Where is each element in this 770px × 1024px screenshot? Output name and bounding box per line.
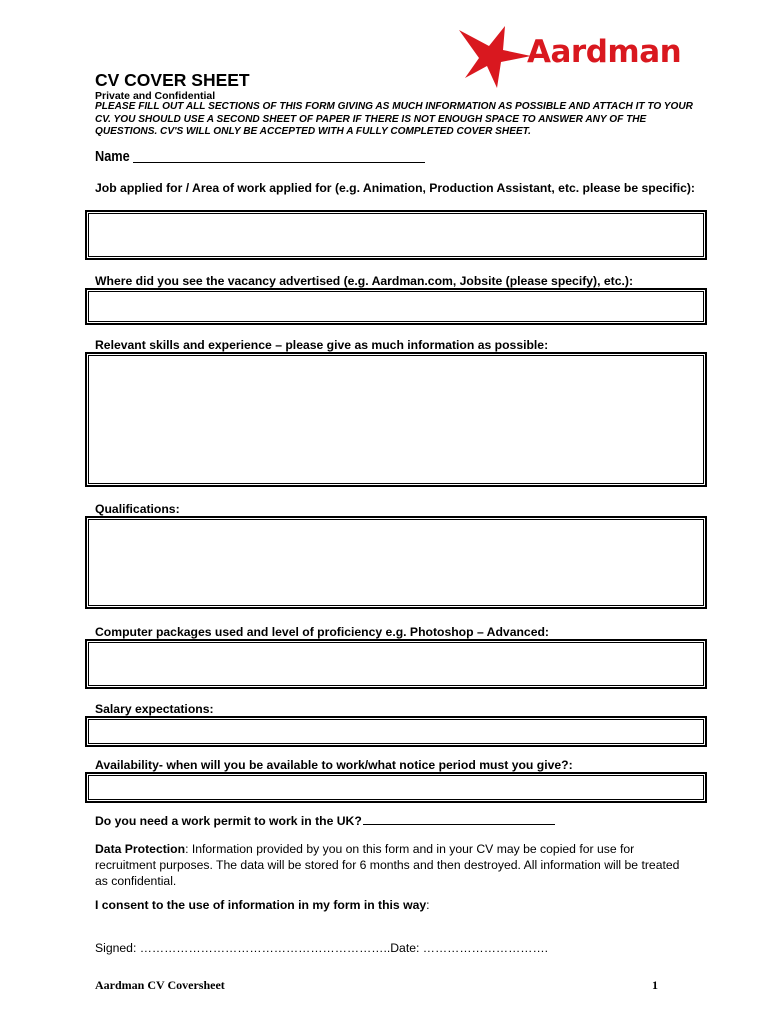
work-permit-label: Do you need a work permit to work in the UK? bbox=[95, 814, 362, 828]
availability-field[interactable] bbox=[85, 772, 707, 803]
name-row bbox=[95, 148, 136, 165]
vacancy-field[interactable] bbox=[85, 288, 707, 325]
vacancy-label: Where did you see the vacancy advertised (e.g. Aardman.com, Jobsite (please specify), etc.): bbox=[95, 274, 634, 288]
skills-label: Relevant skills and experience – please give as much information as possible: bbox=[95, 338, 549, 352]
work-permit-field[interactable] bbox=[363, 823, 555, 825]
job-label: Job applied for / Area of work applied for (e.g. Animation, Production Assistant, etc. please be specific): bbox=[95, 181, 695, 195]
consent-colon: : bbox=[426, 898, 430, 912]
logo-wordmark: Aardman bbox=[527, 34, 682, 70]
page-title: CV COVER SHEET bbox=[95, 70, 250, 90]
name-label: Name bbox=[95, 148, 130, 165]
data-protection-body: : Information provided by you on this form and in your CV may be copied for use for recruitment purposes. The data will be stored for 6 months and then destroyed. All information will be treated as confidential. bbox=[95, 842, 680, 888]
signed-field[interactable]: Signed: …………………………………………………….. bbox=[95, 941, 391, 955]
star-icon bbox=[455, 22, 533, 92]
qualifications-field[interactable] bbox=[85, 516, 707, 609]
salary-label: Salary expectations: bbox=[95, 702, 214, 716]
page-number: 1 bbox=[652, 978, 658, 992]
instructions: PLEASE FILL OUT ALL SECTIONS OF THIS FORM GIVING AS MUCH INFORMATION AS POSSIBLE AND ATTACH IT TO YOUR CV. YOU SHOULD USE A SECOND SHEET OF PAPER IF THERE IS NOT ENOUGH SPACE TO ANSWER ANY OF THE QUESTIONS. CV'S WILL ONLY BE ACCEPTED WITH A FULLY COMPLETED COVER SHEET. bbox=[95, 101, 693, 137]
data-protection-text bbox=[95, 841, 695, 889]
work-permit-row bbox=[95, 814, 555, 828]
computer-field[interactable] bbox=[85, 639, 707, 689]
availability-label: Availability- when will you be available to work/what notice period must you give?: bbox=[95, 758, 573, 772]
consent-label: I consent to the use of information in my form in this way bbox=[95, 898, 427, 912]
footer-title: Aardman CV Coversheet bbox=[95, 978, 225, 992]
computer-label: Computer packages used and level of proficiency e.g. Photoshop – Advanced: bbox=[95, 625, 549, 639]
qualifications-label: Qualifications: bbox=[95, 502, 180, 516]
date-field[interactable]: Date: …………………………. bbox=[390, 941, 549, 955]
job-field[interactable] bbox=[85, 210, 707, 260]
data-protection-heading: Data Protection bbox=[95, 842, 186, 856]
consent-row bbox=[95, 898, 430, 912]
salary-field[interactable] bbox=[85, 716, 707, 747]
skills-field[interactable] bbox=[85, 352, 707, 487]
name-field[interactable] bbox=[133, 162, 425, 163]
aardman-logo bbox=[455, 22, 705, 92]
signature-row bbox=[95, 941, 548, 955]
confidential-note: Private and Confidential bbox=[95, 90, 216, 102]
